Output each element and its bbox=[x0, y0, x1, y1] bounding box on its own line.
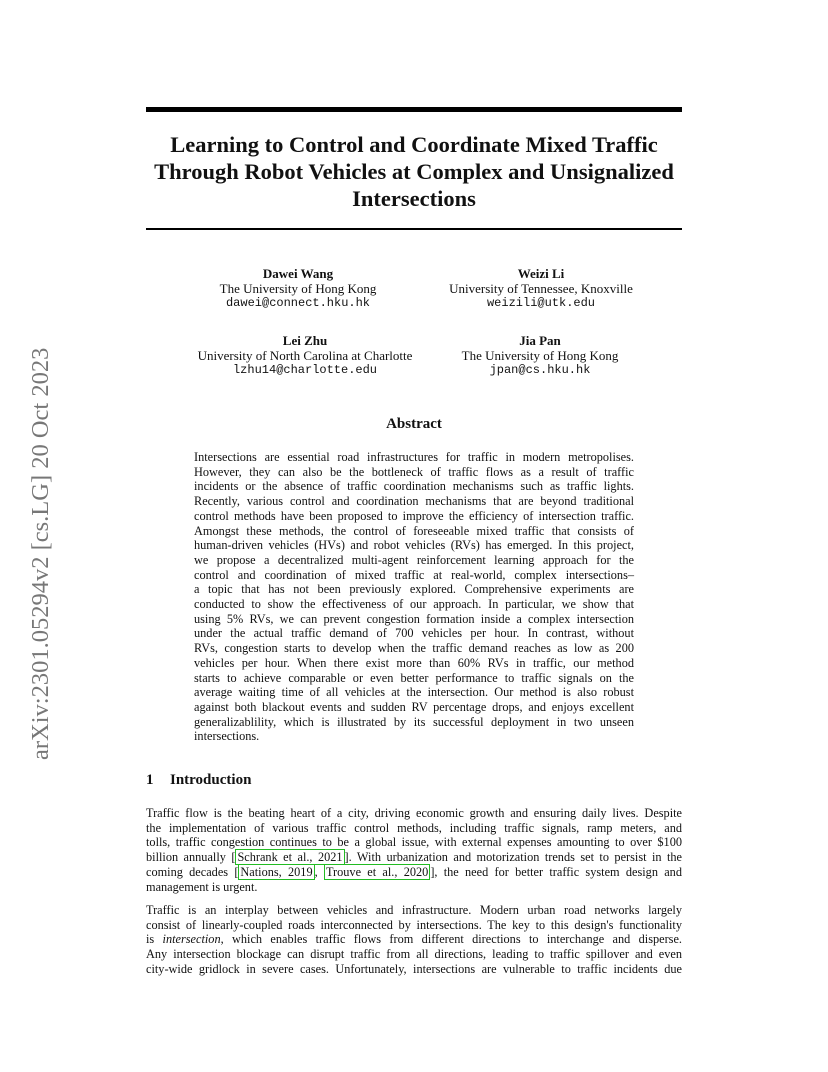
section-heading bbox=[146, 772, 251, 789]
title-line: Learning to Control and Coordinate Mixed Traffic bbox=[170, 132, 658, 157]
abstract-line: However, they can also be the bottleneck of traffic flows as a result of traffic bbox=[194, 464, 634, 479]
paragraph-line bbox=[146, 865, 682, 880]
author-email: lzhu14@charlotte.edu bbox=[232, 363, 378, 377]
citation-link[interactable]: Nations, 2019 bbox=[240, 864, 313, 879]
abstract-line: average waiting time of all vehicles at the intersection. Our method is also robust bbox=[194, 685, 634, 700]
title-line: Intersections bbox=[352, 186, 476, 211]
title-bottom-rule bbox=[146, 228, 682, 230]
intro-paragraph-2 bbox=[146, 903, 682, 977]
abstract-line: Amongst these methods, the control of foreseeable mixed traffic that consists of bbox=[194, 523, 634, 538]
title-line: Through Robot Vehicles at Complex and Unsignalized bbox=[154, 159, 674, 184]
author-affiliation: The University of Hong Kong bbox=[461, 348, 619, 363]
paragraph-line: Traffic is an interplay between vehicles and infrastructure. Modern urban road networks largely bbox=[146, 903, 682, 917]
text-run: billion annually [ bbox=[146, 850, 236, 865]
abstract-line: generalizablility, which is illustrated by its successful deployment in two unseen bbox=[194, 714, 634, 729]
author-affiliation: The University of Hong Kong bbox=[219, 281, 377, 296]
author-email: weizili@utk.edu bbox=[486, 296, 596, 310]
abstract-line: against both blackout events and sudden RV percentage drops, and enjoys excellent bbox=[194, 699, 634, 714]
section-number: 1 bbox=[146, 772, 154, 788]
text-run: ], the need for better traffic system design and bbox=[430, 864, 682, 879]
author-block-weizi-li bbox=[416, 266, 666, 311]
author-affiliation: University of North Carolina at Charlotte bbox=[197, 348, 413, 363]
author-block-jia-pan bbox=[440, 333, 640, 378]
abstract-line: intersections. bbox=[194, 729, 260, 744]
abstract-line: RVs, congestion starts to develop when the traffic demand reaches as low as 200 bbox=[194, 641, 634, 656]
citation-link[interactable]: Trouve et al., 2020 bbox=[325, 864, 429, 879]
paragraph-line: consist of linearly-coupled roads interconnected by intersections. The key to this design's functionality bbox=[146, 917, 682, 932]
abstract-line: control and coordination of mixed traffic at real-world, complex intersections– bbox=[194, 567, 634, 582]
author-affiliation: University of Tennessee, Knoxville bbox=[449, 281, 633, 296]
author-name: Dawei Wang bbox=[262, 266, 334, 281]
paragraph-line: management is urgent. bbox=[146, 879, 258, 894]
paragraph-line: tolls, traffic congestion continues to be a global issue, with external expenses amounting to over $100 bbox=[146, 835, 682, 850]
section-title: Introduction bbox=[170, 772, 252, 788]
author-name: Lei Zhu bbox=[282, 333, 328, 348]
text-run: , bbox=[314, 864, 324, 879]
abstract-line: we propose a decentralized multi-agent reinforcement learning approach for the bbox=[194, 552, 634, 567]
paper-title bbox=[120, 131, 708, 212]
abstract-heading: Abstract bbox=[386, 416, 442, 432]
paragraph-line: Traffic flow is the beating heart of a city, driving economic growth and ensuring daily lives. Despite bbox=[146, 806, 682, 820]
abstract-line: conducted to show the effectiveness of our approach. In particular, we show that bbox=[194, 597, 634, 612]
text-run: , which enables traffic flows from different directions to interchange and disperse. bbox=[220, 932, 682, 947]
text-run: is bbox=[146, 932, 163, 947]
author-block-dawei-wang bbox=[183, 266, 413, 311]
abstract-body bbox=[194, 450, 634, 744]
author-block-lei-zhu bbox=[175, 333, 435, 378]
abstract-line: human-driven vehicles (HVs) and robot vehicles (RVs) has emerged. In this project, bbox=[194, 538, 634, 553]
citation-link[interactable]: Schrank et al., 2021 bbox=[237, 850, 343, 865]
abstract-line: using 5% RVs, we can prevent congestion formation inside a complex intersection bbox=[194, 611, 634, 626]
emphasis: intersection bbox=[162, 932, 221, 947]
abstract-line: under the actual traffic demand of 700 vehicles per hour. In contrast, without bbox=[194, 626, 634, 641]
paragraph-line: the implementation of various traffic control methods, including traffic signals, ramp meters, and bbox=[146, 820, 682, 835]
abstract-line: starts to achieve comparable or even better performance to traffic signals on the bbox=[194, 670, 634, 685]
author-email: jpan@cs.hku.hk bbox=[489, 363, 591, 377]
paragraph-line: city-wide gridlock in severe cases. Unfortunately, intersections are vulnerable to traffic incidents due bbox=[146, 961, 682, 976]
author-name: Jia Pan bbox=[519, 333, 561, 348]
abstract-line: Recently, various control and coordination mechanisms that are beyond traditional bbox=[194, 494, 634, 509]
arxiv-identifier-stamp: arXiv:2301.05294v2 [cs.LG] 20 Oct 2023 bbox=[27, 347, 54, 760]
abstract-line: a topic that has not been previously explored. Comprehensive experiments are bbox=[194, 582, 634, 597]
intro-paragraph-1 bbox=[146, 806, 682, 894]
abstract-line: incidents or the absence of traffic coordination mechanisms such as traffic lights. bbox=[194, 479, 634, 494]
abstract-line: vehicles per hour. When there exist more than 60% RVs in traffic, our method bbox=[194, 655, 634, 670]
abstract-line: control methods have been proposed to improve the efficiency of intersection traffic. bbox=[194, 508, 634, 523]
abstract-line: Intersections are essential road infrastructures for traffic in modern metropolises. bbox=[194, 450, 634, 464]
paragraph-line bbox=[146, 932, 682, 947]
author-name: Weizi Li bbox=[517, 266, 565, 281]
paragraph-line: Any intersection blockage can disrupt traffic from all directions, leading to traffic spillover and even bbox=[146, 947, 682, 962]
author-email: dawei@connect.hku.hk bbox=[225, 296, 371, 310]
paragraph-line bbox=[146, 850, 682, 865]
text-run: coming decades [ bbox=[146, 864, 239, 879]
title-top-rule bbox=[146, 107, 682, 112]
text-run: ]. With urbanization and motorization trends set to persist in the bbox=[344, 850, 682, 865]
